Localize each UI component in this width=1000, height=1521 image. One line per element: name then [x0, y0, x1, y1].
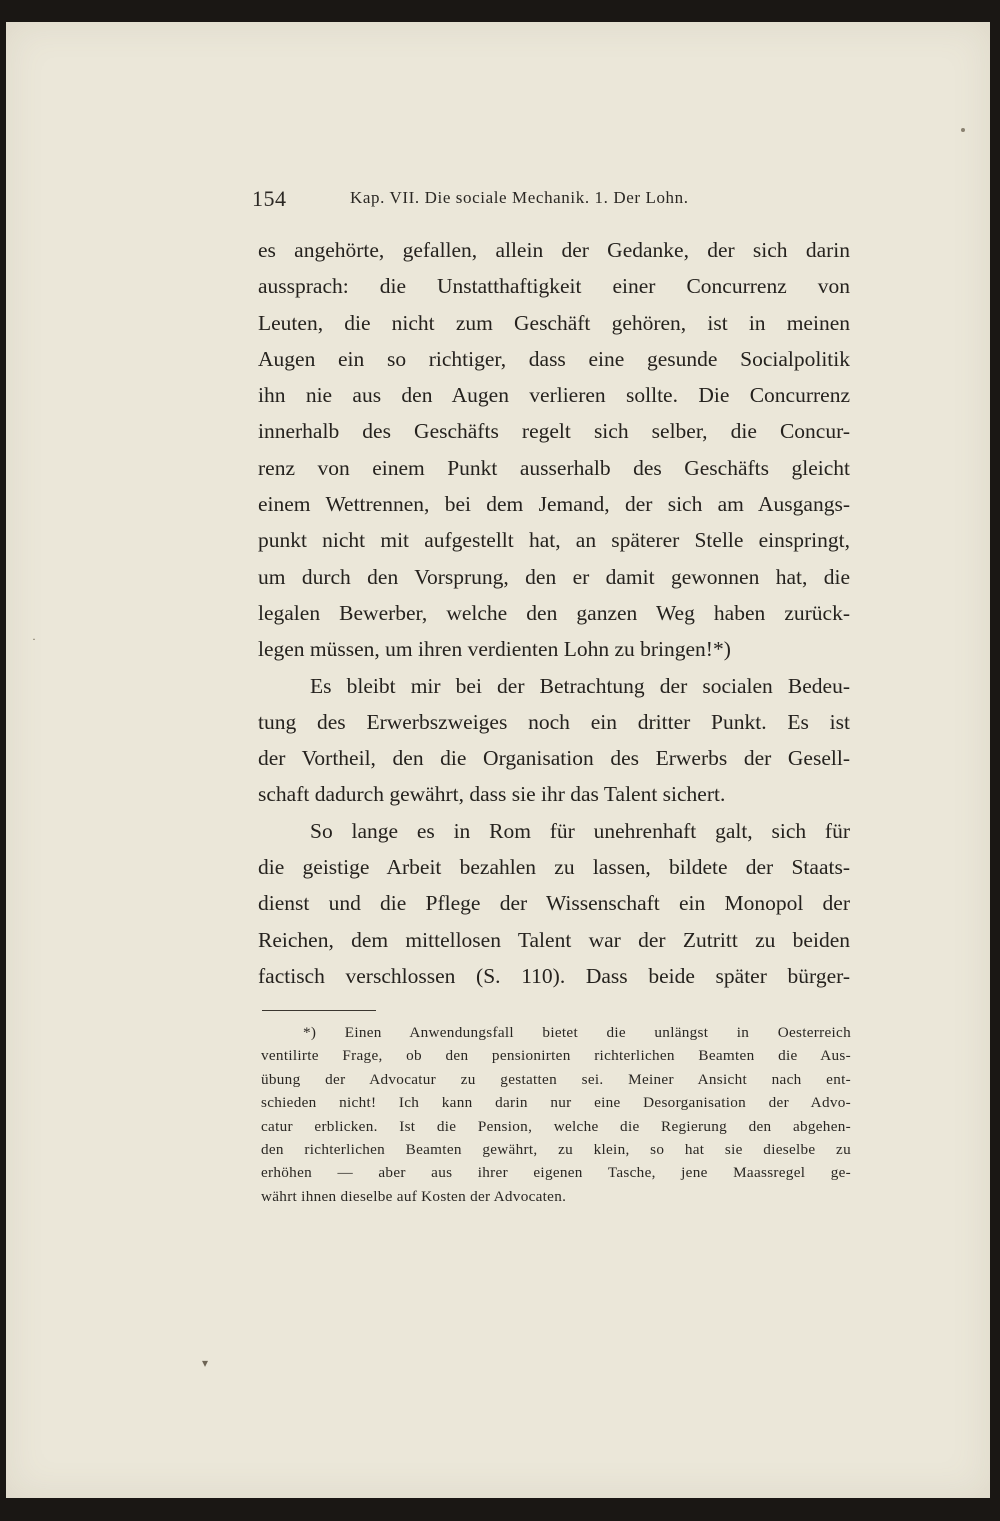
- text-line: einem Wettrennen, bei dem Jemand, der sich am Ausgangs-: [258, 492, 850, 517]
- page-speck: [961, 128, 965, 132]
- footnote-line: den richterlichen Beamten gewährt, zu klein, so hat sie dieselbe zu: [261, 1140, 851, 1158]
- text-line: aussprach: die Unstatthaftigkeit einer Concurrenz von: [258, 274, 850, 299]
- text-line: schaft dadurch gewährt, dass sie ihr das Talent sichert.: [258, 782, 726, 807]
- footnote-line: ventilirte Frage, ob den pensionirten richterlichen Beamten die Aus-: [261, 1047, 851, 1065]
- text-line: die geistige Arbeit bezahlen zu lassen, bildete der Staats-: [258, 855, 850, 880]
- text-line: Leuten, die nicht zum Geschäft gehören, ist in meinen: [258, 310, 850, 335]
- page-mark: ▾: [202, 1356, 209, 1370]
- footnote-line: währt ihnen dieselbe auf Kosten der Advocaten.: [261, 1187, 567, 1205]
- text-line: punkt nicht mit aufgestellt hat, an späterer Stelle einspringt,: [258, 528, 850, 553]
- text-line: innerhalb des Geschäfts regelt sich selber, die Concur-: [258, 419, 850, 444]
- text-line: Es bleibt mir bei der Betrachtung der socialen Bedeu-: [310, 673, 850, 698]
- page-number: 154: [252, 186, 287, 211]
- footnote: [261, 1021, 851, 1208]
- text-line: legalen Bewerber, welche den ganzen Weg haben zurück-: [258, 600, 850, 625]
- footnote-line: schieden nicht! Ich kann darin nur eine Desorganisation der Advo-: [261, 1094, 851, 1112]
- text-line: So lange es in Rom für unehrenhaft galt, sich für: [310, 818, 850, 843]
- footnote-line: übung der Advocatur zu gestatten sei. Meiner Ansicht nach ent-: [261, 1070, 851, 1088]
- text-line: um durch den Vorsprung, den er damit gewonnen hat, die: [258, 564, 850, 589]
- text-line: factisch verschlossen (S. 110). Dass beide später bürger-: [258, 963, 850, 988]
- text-line: tung des Erwerbszweiges noch ein dritter Punkt. Es ist: [258, 709, 850, 734]
- footnote-rule: [262, 1010, 376, 1011]
- text-line: Reichen, dem mittellosen Talent war der Zutritt zu beiden: [258, 927, 850, 952]
- running-head: Kap. VII. Die sociale Mechanik. 1. Der Lohn.: [350, 188, 689, 207]
- body-text: [258, 232, 850, 994]
- text-line: legen müssen, um ihren verdienten Lohn zu bringen!*): [258, 637, 731, 662]
- text-line: Augen ein so richtiger, dass eine gesunde Socialpolitik: [258, 346, 850, 371]
- text-line: es angehörte, gefallen, allein der Gedanke, der sich darin: [258, 238, 850, 262]
- text-line: renz von einem Punkt ausserhalb des Geschäfts gleicht: [258, 455, 850, 480]
- page-mark: ·: [32, 632, 36, 646]
- text-line: der Vortheil, den die Organisation des Erwerbs der Gesell-: [258, 746, 850, 771]
- footnote-line: erhöhen — aber aus ihrer eigenen Tasche, jene Maassregel ge-: [261, 1164, 851, 1182]
- text-line: dienst und die Pflege der Wissenschaft ein Monopol der: [258, 891, 850, 916]
- footnote-line: *) Einen Anwendungsfall bietet die unlängst in Oesterreich: [303, 1024, 851, 1041]
- text-line: ihn nie aus den Augen verlieren sollte. Die Concurrenz: [258, 383, 850, 408]
- footnote-line: catur erblicken. Ist die Pension, welche die Regierung den abgehen-: [261, 1117, 851, 1135]
- page-header: [252, 186, 772, 216]
